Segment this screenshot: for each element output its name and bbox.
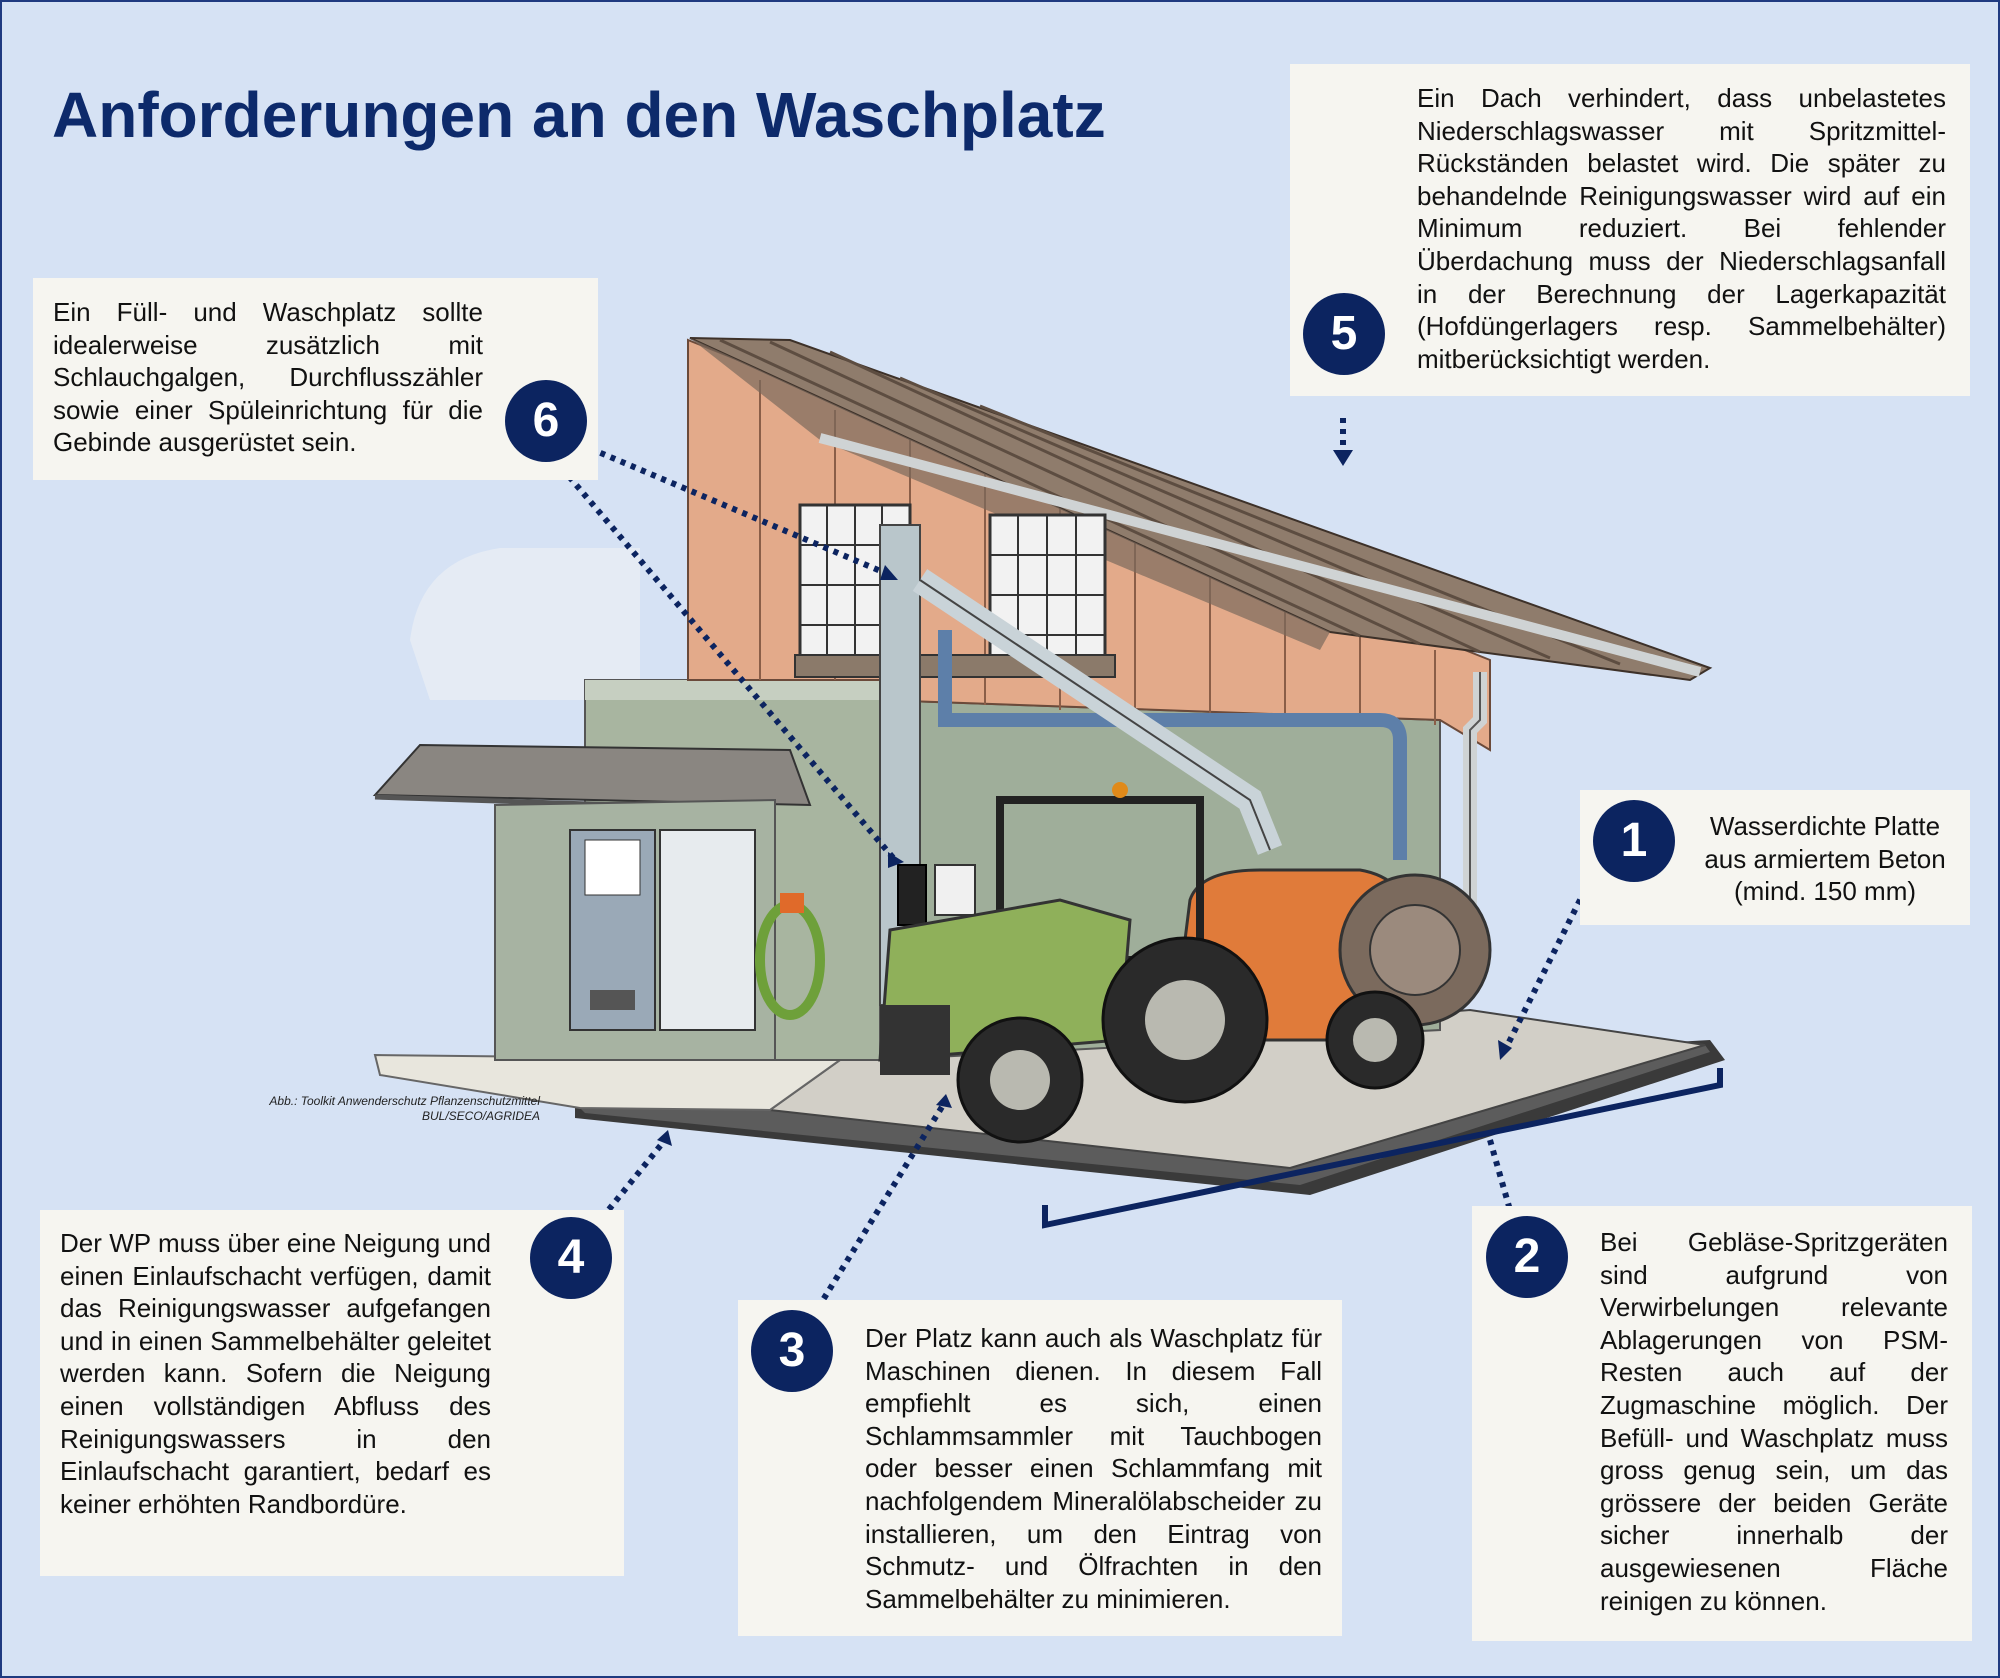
callout-1-badge: 1 [1593,800,1675,882]
callout-2-badge: 2 [1486,1216,1568,1298]
image-credit-line-2: BUL/SECO/AGRIDEA [421,1109,540,1123]
flow-meter [898,865,926,925]
callout-3-text: Der Platz kann auch als Waschplatz für Maschinen dienen. In diesem Fall empfiehlt es sich, einen Schlammsammler mit Tauchbogen oder besser einen Schlammfang mit nachfolgendem Mineralölabscheider zu installieren, um den Eintrag von Schmutz- und Ölfrachten in den Sammelbehälter zu minimieren. [865,1323,1322,1614]
callout-5-text: Ein Dach verhindert, dass unbelastetes Niederschlagswasser mit Spritzmittel-Rückständen belastet wird. Die später zu behandelnde Reinigungswasser wird auf ein Minimum reduziert. Bei fehlender Überdachung muss der Niederschlagsanfall in der Berechnung der Lagerkapazität (Hofdüngerlagers resp. Sammelbehälter) mitberücksichtigt werden. [1417,83,1946,374]
callout-4-text: Der WP muss über eine Neigung und einen Einlaufschacht verfügen, damit das Reinigungswasser aufgefangen und in einen Sammelbehälter geleitet werden kann. Sofern die Neigung einen vollständigen Abfluss des Reinigungswassers in den Einlaufschacht garantiert, bedarf es keiner erhöhten Randbordüre. [60,1228,491,1519]
callout-6-box [33,278,598,480]
callout-1-text: Wasserdichte Platte aus armiertem Beton (mind. 150 mm) [1704,811,1946,907]
callout-6-text: Ein Füll- und Waschplatz sollte idealerweise zusätzlich mit Schlauchgalgen, Durchflusszähler sowie einer Spüleinrichtung für die Gebinde ausgerüstet sein. [53,297,483,458]
callout-2-text: Bei Gebläse-Spritzgeräten sind aufgrund von Verwirbelungen relevante Ablagerungen von PSM-Resten auch auf der Zugmaschine möglich. Der Befüll- und Waschplatz muss gross genug sein, um das grössere der beiden Geräte sicher innerhalb der ausgewiesenen Fläche reinigen zu können. [1600,1227,1948,1616]
image-credit-line-1: Abb.: Toolkit Anwenderschutz Pflanzenschutzmittel [269,1094,540,1108]
page-title: Anforderungen an den Waschplatz [52,79,1106,151]
image-credit [200,1094,540,1124]
callout-4-badge: 4 [530,1217,612,1299]
callout-6-badge: 6 [505,380,587,462]
shed-roof [375,745,810,805]
callout-3-badge: 3 [751,1310,833,1392]
callout-5-box [1290,64,1970,396]
callout-5-badge: 5 [1303,293,1385,375]
